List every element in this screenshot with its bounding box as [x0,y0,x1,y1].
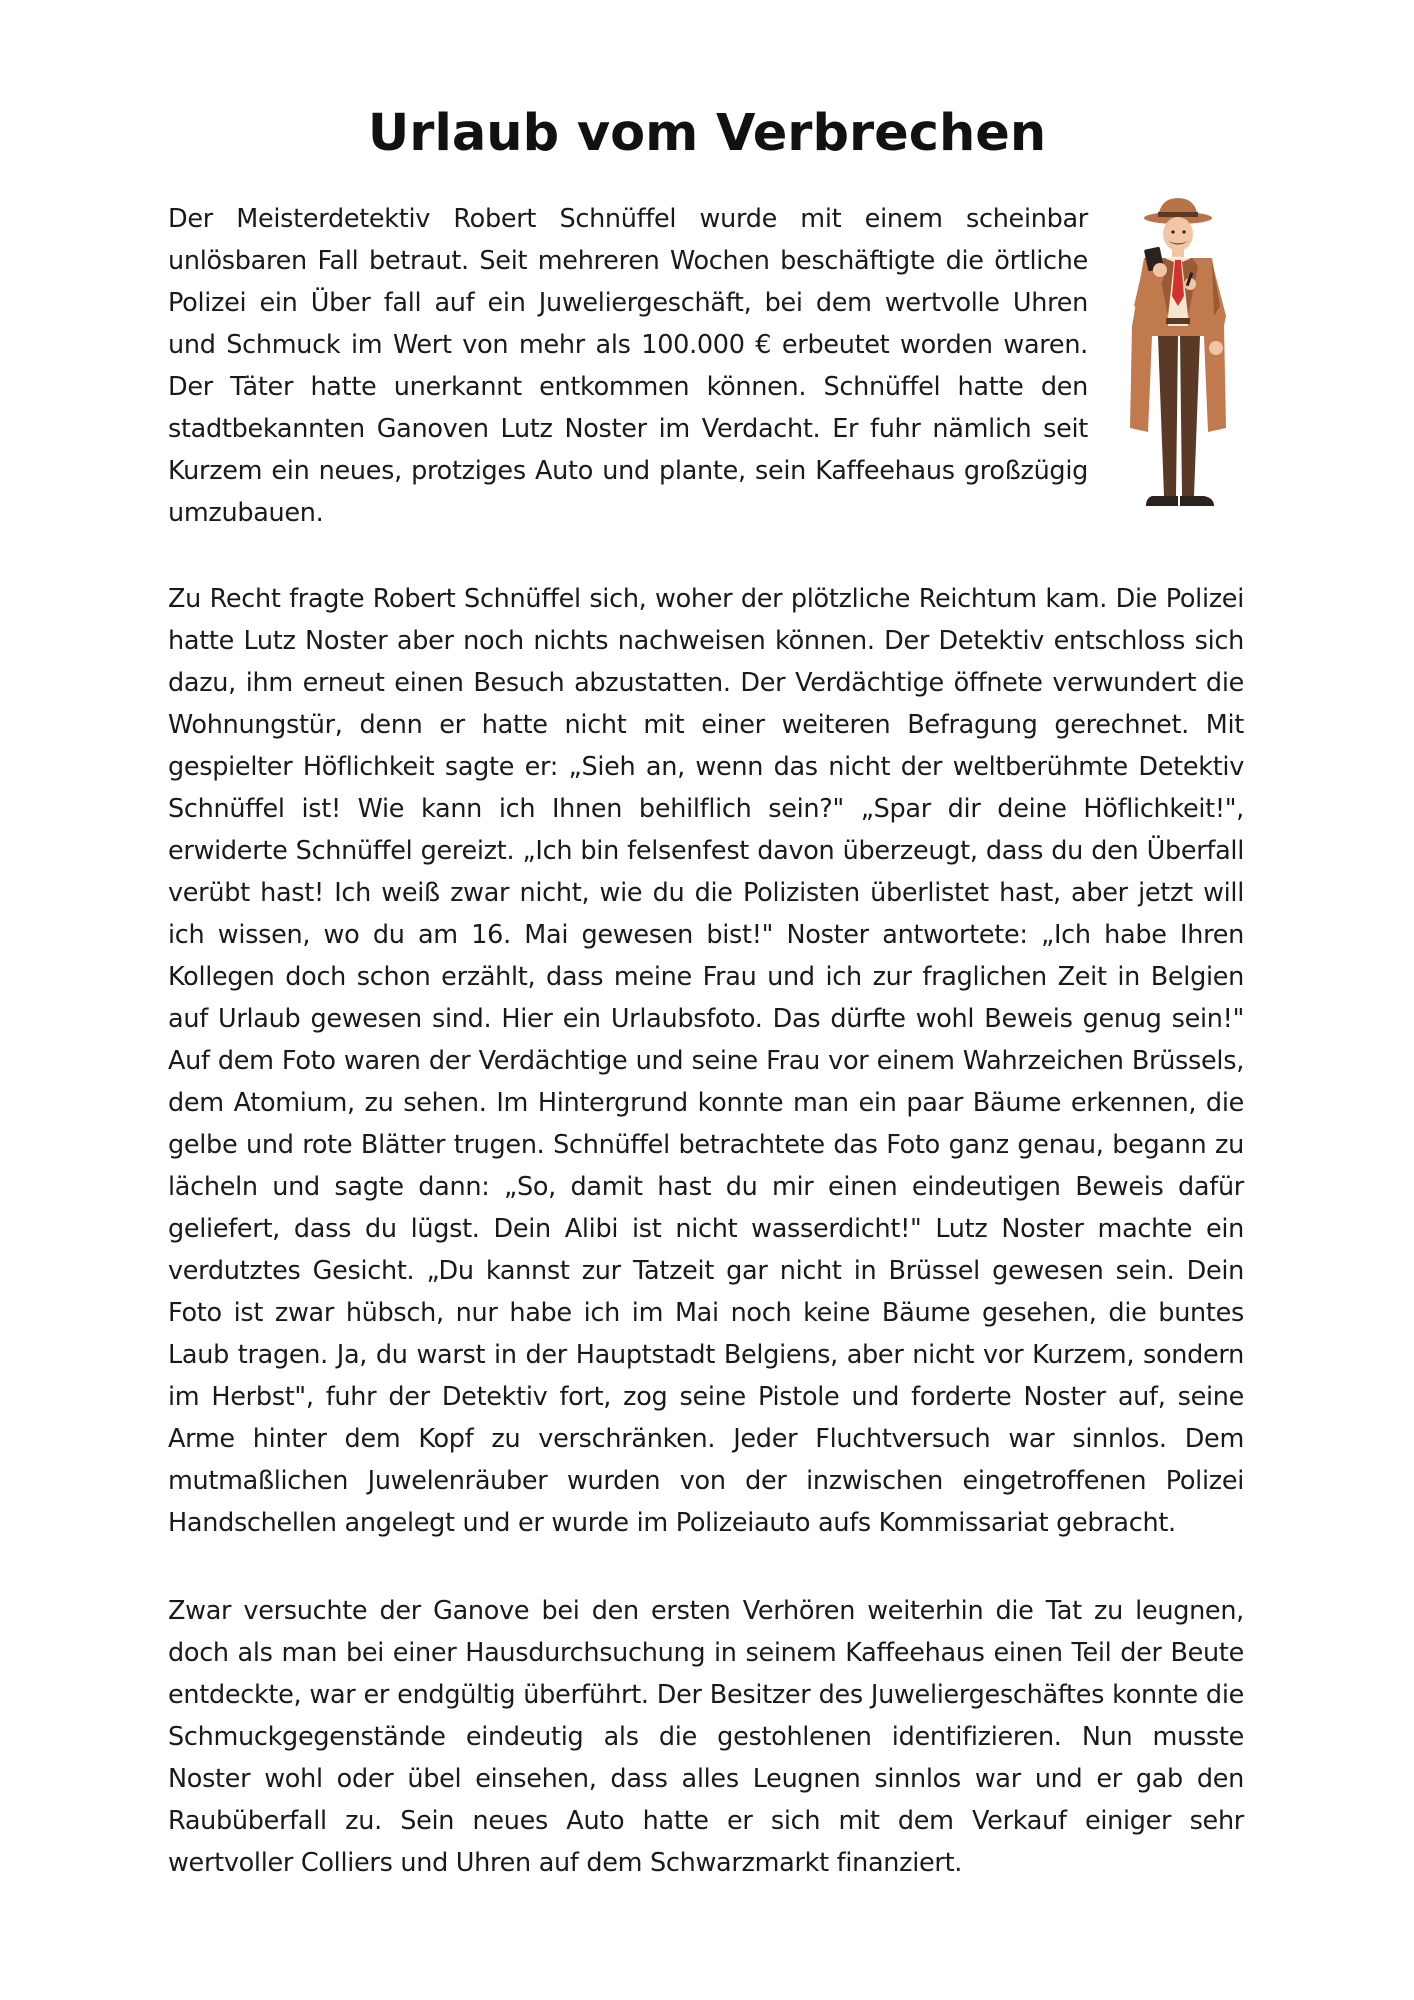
detective-icon [1108,196,1258,526]
paragraph-3: Zwar versuchte der Ganove bei den ersten Verhören weiterhin die Tat zu leugnen, doch als man bei einer Hausdurchsuchung in seinem Kaffeehaus einen Teil der Beute entdeckte, war er endgültig überführt. Der Besitzer des Juweliergeschäftes konnte die Schmuckgegenstände eindeutig als die gestohlenen identifizieren. Nun musste Noster wohl oder übel einsehen, dass alles Leugnen sinnlos war und er gab den Raubüberfall zu. Sein neues Auto hatte er sich mit dem Verkauf einiger sehr wertvoller Colliers und Uhren auf dem Schwarzmarkt finanziert. [168,1596,1244,1878]
document-title: Urlaub vom Verbrechen [367,104,1047,163]
paragraph-2: Zu Recht fragte Robert Schnüffel sich, woher der plötzliche Reichtum kam. Die Polizei hatte Lutz Noster aber noch nichts nachweisen können. Der Detektiv entschloss sich dazu, ihm erneut einen Besuch abzustatten. Der Verdächtige öffnete verwundert die Wohnungstür, denn er hatte nicht mit einer weiteren Befragung gerechnet. Mit gespielter Höflichkeit sagte er: „Sieh an, wenn das nicht der weltberühmte Detektiv Schnüffel ist! Wie kann ich Ihnen behilflich sein?" „Spar dir deine Höflichkeit!", erwiderte Schnüffel gereizt. „Ich bin felsenfest davon überzeugt, dass du den Überfall verübt hast! Ich weiß zwar nicht, wie du die Polizisten überlistet hast, aber jetzt will ich wissen, wo du am 16. Mai gewesen bist!" Noster antwortete: „Ich habe Ihren Kollegen doch schon erzählt, dass meine Frau und ich zur fraglichen Zeit in Belgien auf Urlaub gewesen sind. Hier ein Urlaubsfoto. Das dürfte wohl Beweis genug sein!" Auf dem Foto waren der Verdächtige und seine Frau vor einem Wahrzeichen Brüssels, dem Atomium, zu sehen. Im Hintergrund konnte man ein paar Bäume erkennen, die gelbe und rote Blätter trugen. Schnüffel betrachtete das Foto ganz genau, begann zu lächeln und sagte dann: „So, damit hast du mir einen eindeutigen Beweis dafür geliefert, dass du lügst. Dein Alibi ist nicht wasserdicht!" Lutz Noster machte ein verdutztes Gesicht. „Du kannst zur Tatzeit gar nicht in Brüssel gewesen sein. Dein Foto ist zwar hübsch, nur habe ich im Mai noch keine Bäume gesehen, die buntes Laub tragen. Ja, du warst in der Hauptstadt Belgiens, aber nicht vor Kurzem, sondern im Herbst", fuhr der Detektiv fort, zog seine Pistole und forderte Noster auf, seine Arme hinter dem Kopf zu verschränken. Jeder Fluchtversuch war sinnlos. Dem mutmaßlichen Juwelenräuber wurden von der inzwischen eingetroffenen Polizei Handschellen angelegt und er wurde im Polizeiauto aufs Kommissariat gebracht. [168,584,1244,1538]
paragraph-1: Der Meisterdetektiv Robert Schnüffel wurde mit einem scheinbar unlösbaren Fall betraut. Seit mehreren Wochen beschäftigte die örtliche Polizei ein Über fall auf ein Juweliergeschäft, bei dem wertvolle Uhren und Schmuck im Wert von mehr als 100.000 € erbeutet worden waren. Der Täter hatte unerkannt entkommen können. Schnüffel hatte den stadtbekannten Ganoven Lutz Noster im Verdacht. Er fuhr nämlich seit Kurzem ein neues, protziges Auto und plante, sein Kaffeehaus großzügig umzubauen. [168,204,1088,528]
